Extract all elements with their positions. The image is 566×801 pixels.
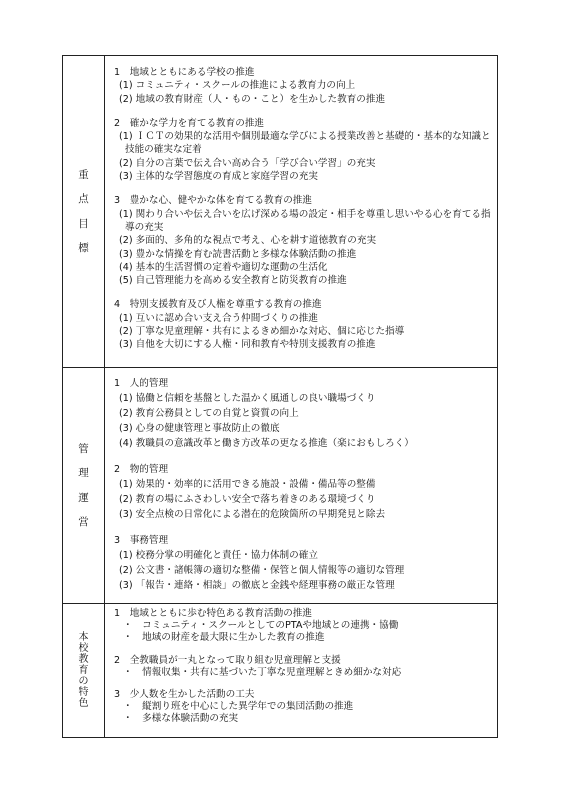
list-item: (4) 基本的生活習慣の定着や適切な運動の生活化 [119, 261, 328, 273]
section-heading: 1 人的管理 [114, 378, 169, 389]
list-item: (2) 教育の場にふさわしい安全で落ち着きのある環境づくり [119, 494, 376, 505]
section [111, 66, 491, 106]
row-key-goals [63, 56, 497, 368]
bullet-item: ・ 地域の財産を最大限に生かした教育の推進 [123, 632, 325, 644]
section [111, 462, 491, 522]
bullet-item: ・ コミュニティ・スクールとしてのPTAや地域との連携・協働 [123, 620, 399, 632]
list-item: (2) 自分の言葉で伝え合い高め合う「学び合い学習」の充実 [119, 157, 376, 169]
list-item: (1) 校務分掌の明確化と責任・協力体制の確立 [119, 550, 318, 561]
row-content-key-goals [105, 56, 497, 367]
section-heading: 3 事務管理 [114, 535, 169, 546]
list-item: (2) 公文書・諸帳簿の適切な整備・保管と個人情報等の適切な管理 [119, 565, 405, 576]
section-heading: 4 特別支援教育及び人権を尊重する教育の推進 [114, 299, 322, 311]
list-item: (3) 豊かな情操を育む読書活動と多様な体験活動の推進 [119, 248, 357, 260]
row-school-features [63, 604, 497, 737]
section [111, 533, 491, 593]
list-item: (4) 教職員の意識改革と働き方改革の更なる推進（楽におもしろく） [119, 438, 414, 449]
list-item: (1) コミュニティ・スクールの推進による教育力の向上 [119, 80, 356, 92]
section [111, 608, 491, 645]
section-heading: 3 豊かな心、健やかな体を育てる教育の推進 [114, 195, 312, 207]
list-item: (3) 主体的な学習態度の育成と家庭学習の充実 [119, 171, 318, 183]
bullet-item: ・ 縦割り班を中心にした異学年での集団活動の推進 [123, 701, 354, 713]
section-heading: 1 地域とともに歩む特色ある教育活動の推進 [114, 608, 312, 619]
goals-table [62, 55, 498, 738]
section [111, 689, 491, 726]
section-heading: 1 地域とともにある学校の推進 [114, 67, 255, 78]
section-heading: 2 物的管理 [114, 464, 169, 475]
list-item: (3) 安全点検の日常化による潜在的危険箇所の早期発見と除去 [119, 509, 386, 520]
section-heading: 2 全教職員が一丸となって取り組む児童理解と支援 [114, 654, 341, 666]
row-management [63, 368, 497, 604]
list-item: (1) 効果的・効率的に活用できる施設・設備・備品等の整備 [119, 479, 376, 490]
list-item: (1) 協働と信頼を基盤とした温かく風通しの良い職場づくり [119, 393, 376, 404]
row-label-school-features: 本 校 教 育 の 特 色 [78, 631, 89, 709]
list-item: (3) 自他を大切にする人権・同和教育や特別支援教育の推進 [119, 339, 376, 351]
list-item: (2) 地域の教育財産（人・もの・こと）を生かした教育の推進 [119, 93, 386, 105]
row-label-cell [63, 604, 105, 737]
row-label-cell [63, 368, 105, 603]
section [111, 655, 491, 679]
list-item: (3) 心身の健康管理と事故防止の徹底 [119, 423, 280, 434]
section [111, 194, 491, 287]
list-item: (2) 多面的、多角的な視点で考え、心を耕す道徳教育の充実 [119, 235, 377, 247]
list-item: (1) 互いに認め合い支え合う仲間づくりの推進 [119, 312, 318, 324]
section [111, 298, 491, 351]
bullet-item: ・ 情報収集・共有に基づいた丁寧な児童理解ときめ細かな対応 [123, 666, 402, 678]
section [111, 376, 491, 451]
list-item: (2) 教育公務員としての自覚と資質の向上 [119, 408, 299, 419]
row-label-key-goals: 重 点 目 標 [78, 168, 89, 254]
bullet-item: ・ 多様な体験活動の充実 [123, 713, 239, 725]
list-item: (3) 「報告・連絡・相談」の徹底と金銭や経理事務の厳正な管理 [119, 580, 395, 591]
row-label-cell [63, 56, 105, 367]
section [111, 117, 491, 183]
row-content-school-features [105, 604, 497, 737]
row-label-management: 管 理 運 営 [78, 442, 89, 528]
section-heading: 3 少人数を生かした活動の工夫 [114, 689, 255, 701]
row-content-management [105, 368, 497, 603]
list-item: (1) ＩＣＴの効果的な活用や個別最適な学びによる授業改善と基礎的・基本的な知識と技能の確実な定着 [119, 131, 491, 156]
list-item: (5) 自己管理能力を高める安全教育と防災教育の推進 [119, 275, 347, 287]
list-item: (2) 丁寧な児童理解・共有によるきめ細かな対応、個に応じた指導 [119, 326, 405, 338]
list-item: (1) 関わり合いや伝え合いを広げ深める場の設定・相手を尊重し思いやる心を育てる指導の充実 [119, 208, 491, 233]
section-heading: 2 確かな学力を育てる教育の推進 [114, 117, 265, 129]
